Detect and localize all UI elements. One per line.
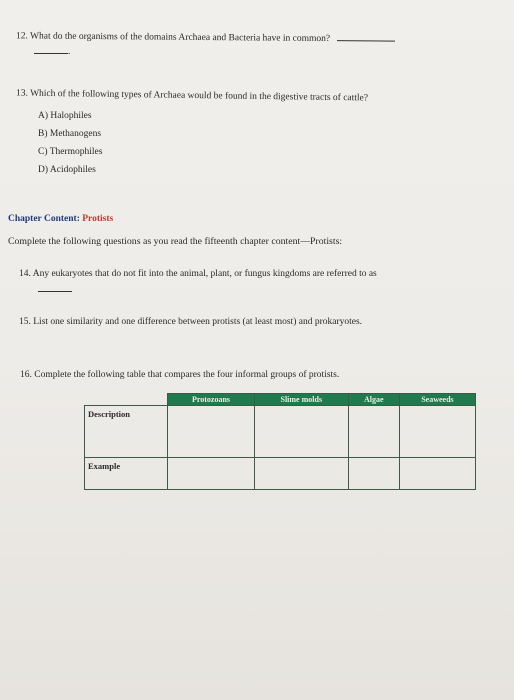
row-label-description: Description — [85, 406, 168, 458]
table-cell[interactable] — [254, 458, 348, 490]
chapter-topic: Protists — [82, 214, 114, 224]
answer-blank-14[interactable] — [38, 282, 72, 292]
chapter-instructions: Complete the following questions as you read the fifteenth chapter content—Protists: — [8, 236, 343, 247]
table-cell[interactable] — [399, 458, 475, 490]
table-corner-cell — [85, 394, 168, 406]
question-14: 14. Any eukaryotes that do not fit into the animal, plant, or fungus kingdoms are referred to as — [19, 269, 377, 279]
answer-blank-12b[interactable] — [336, 31, 394, 42]
answer-line-12: . — [34, 44, 70, 58]
option-b: B) Methanogens — [38, 129, 102, 139]
table-cell[interactable] — [348, 406, 399, 458]
column-header-slime-molds: Slime molds — [254, 394, 348, 406]
protist-comparison-table — [84, 393, 476, 490]
column-header-algae: Algae — [348, 394, 399, 406]
answer-line-14 — [38, 282, 72, 296]
chapter-heading — [8, 213, 113, 225]
table-row — [85, 406, 476, 458]
chapter-label: Chapter Content: — [8, 214, 80, 224]
question-13: 13. Which of the following types of Archaea would be found in the digestive tracts of cattle? — [15, 88, 369, 104]
option-c: C) Thermophiles — [38, 147, 103, 157]
question-15: 15. List one similarity and one difference between protists (at least most) and prokaryotes. — [19, 317, 363, 327]
answer-blank-12a[interactable] — [34, 44, 68, 54]
table-row — [85, 458, 476, 490]
table-header-row — [85, 394, 476, 406]
question-12-text: 12. What do the organisms of the domains Archaea and Bacteria have in common? — [15, 31, 331, 45]
table-cell[interactable] — [168, 458, 255, 490]
option-a: A) Halophiles — [38, 111, 92, 121]
question-16: 16. Complete the following table that compares the four informal groups of protists. — [20, 370, 340, 380]
table-cell[interactable] — [399, 406, 475, 458]
question-12 — [16, 28, 395, 45]
column-header-seaweeds: Seaweeds — [399, 394, 475, 406]
table-cell[interactable] — [348, 458, 399, 490]
column-header-protozoans: Protozoans — [168, 394, 255, 406]
table-cell[interactable] — [168, 406, 255, 458]
row-label-example: Example — [85, 458, 168, 490]
option-d: D) Acidophiles — [38, 165, 96, 175]
table-cell[interactable] — [254, 406, 348, 458]
